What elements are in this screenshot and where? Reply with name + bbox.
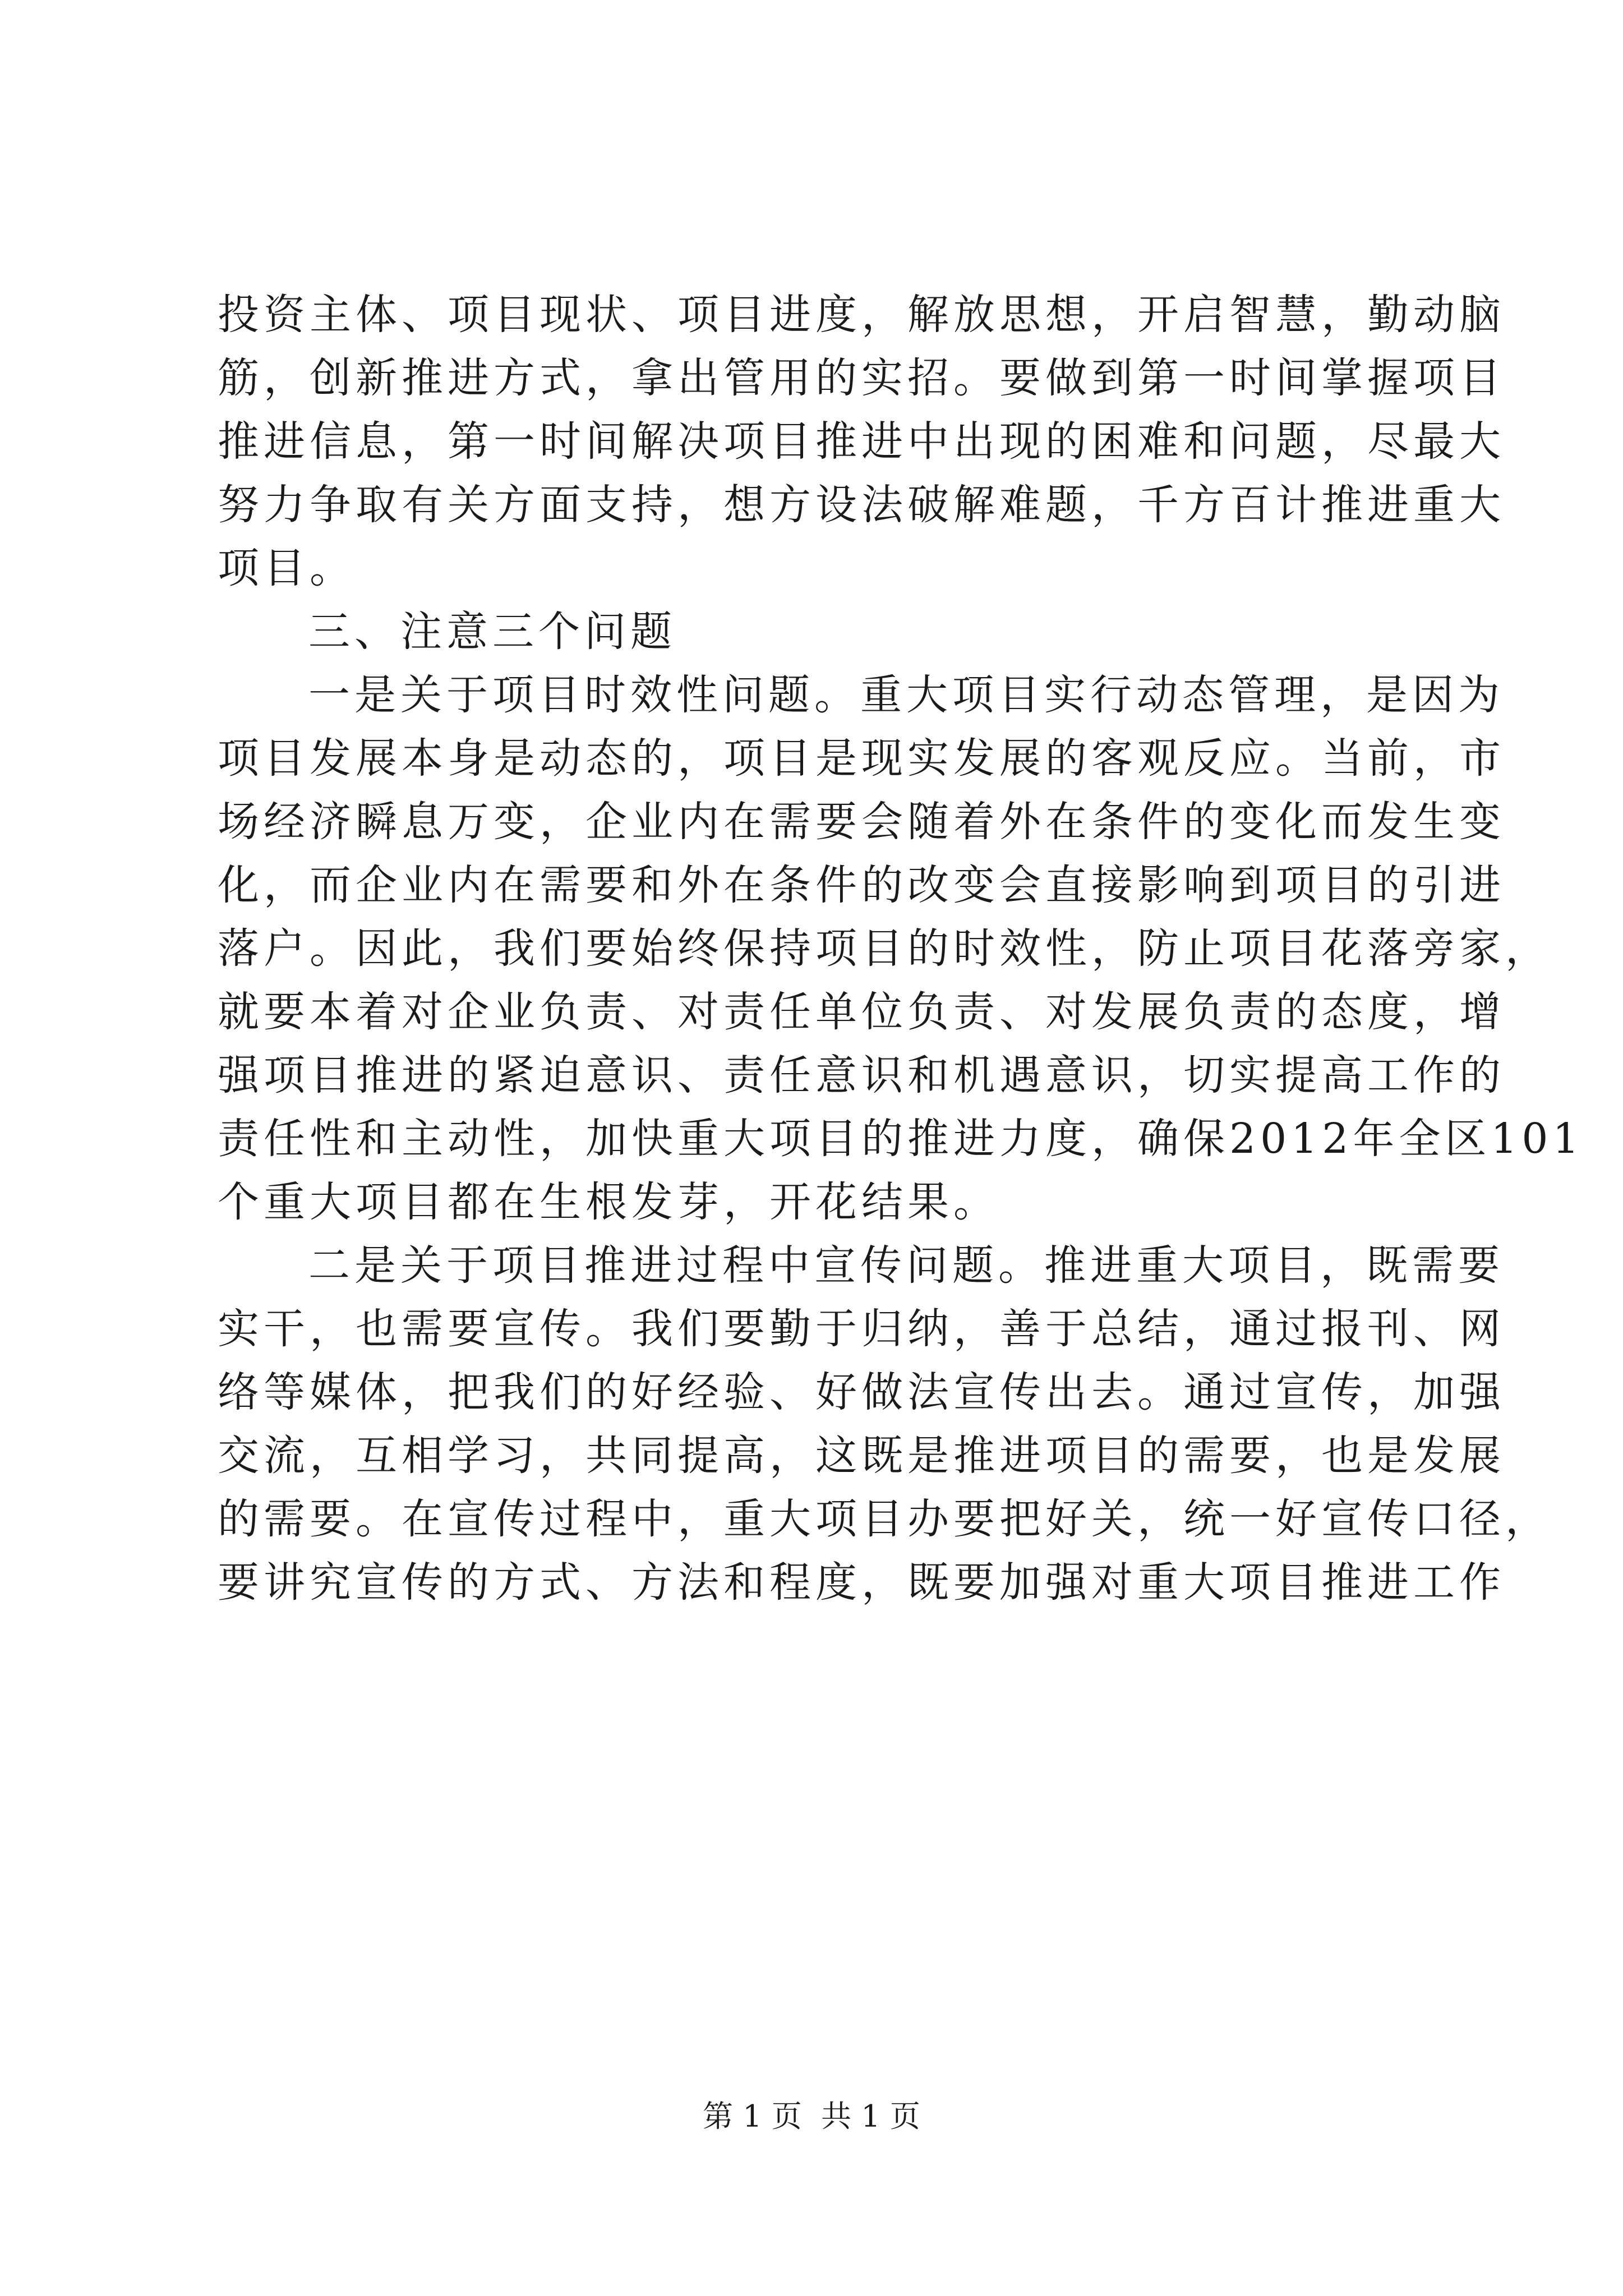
section-heading: 三、注意三个问题	[308, 608, 676, 656]
text-line: 络等媒体，把我们的好经验、好做法宣传出去。通过宣传，加强	[218, 1368, 1505, 1416]
text-line: 实干，也需要宣传。我们要勤于归纳，善于总结，通过报刊、网	[218, 1305, 1505, 1353]
text-line: 筋，创新推进方式，拿出管用的实招。要做到第一时间掌握项目	[218, 354, 1505, 402]
text-line: 责任性和主动性，加快重大项目的推进力度，确保2012年全区101	[218, 1115, 1584, 1163]
text-line: 投资主体、项目现状、项目进度，解放思想，开启智慧，勤动脑	[218, 291, 1505, 339]
document-body	[218, 283, 1584, 1614]
text-line: 就要本着对企业负责、对责任单位负责、对发展负责的态度，增	[218, 988, 1505, 1036]
text-line: 强项目推进的紧迫意识、责任意识和机遇意识，切实提高工作的	[218, 1051, 1505, 1099]
paragraph-first-line: 二是关于项目推进过程中宣传问题。推进重大项目，既需要	[308, 1241, 1504, 1290]
text-line: 化，而企业内在需要和外在条件的改变会直接影响到项目的引进	[218, 861, 1505, 909]
text-line: 推进信息，第一时间解决项目推进中出现的困难和问题，尽最大	[218, 417, 1505, 466]
text-line: 的需要。在宣传过程中，重大项目办要把好关，统一好宣传口径，	[218, 1495, 1551, 1543]
paragraph-first-line: 一是关于项目时效性问题。重大项目实行动态管理，是因为	[308, 671, 1504, 719]
text-line: 项目。	[218, 544, 356, 592]
text-line: 要讲究宣传的方式、方法和程度，既要加强对重大项目推进工作	[218, 1558, 1505, 1607]
text-line: 交流，互相学习，共同提高，这既是推进项目的需要，也是发展	[218, 1432, 1505, 1480]
text-line: 落户。因此，我们要始终保持项目的时效性，防止项目花落旁家，	[218, 924, 1551, 973]
text-line: 场经济瞬息万变，企业内在需要会随着外在条件的变化而发生变	[218, 798, 1505, 846]
page-footer	[0, 2092, 1623, 2136]
text-line: 项目发展本身是动态的，项目是现实发展的客观反应。当前，市	[218, 734, 1505, 783]
page-number-label: 第 1 页 共 1 页	[703, 2099, 920, 2134]
text-line: 努力争取有关方面支持，想方设法破解难题，千方百计推进重大	[218, 481, 1505, 529]
text-line: 个重大项目都在生根发芽，开花结果。	[218, 1178, 999, 1226]
